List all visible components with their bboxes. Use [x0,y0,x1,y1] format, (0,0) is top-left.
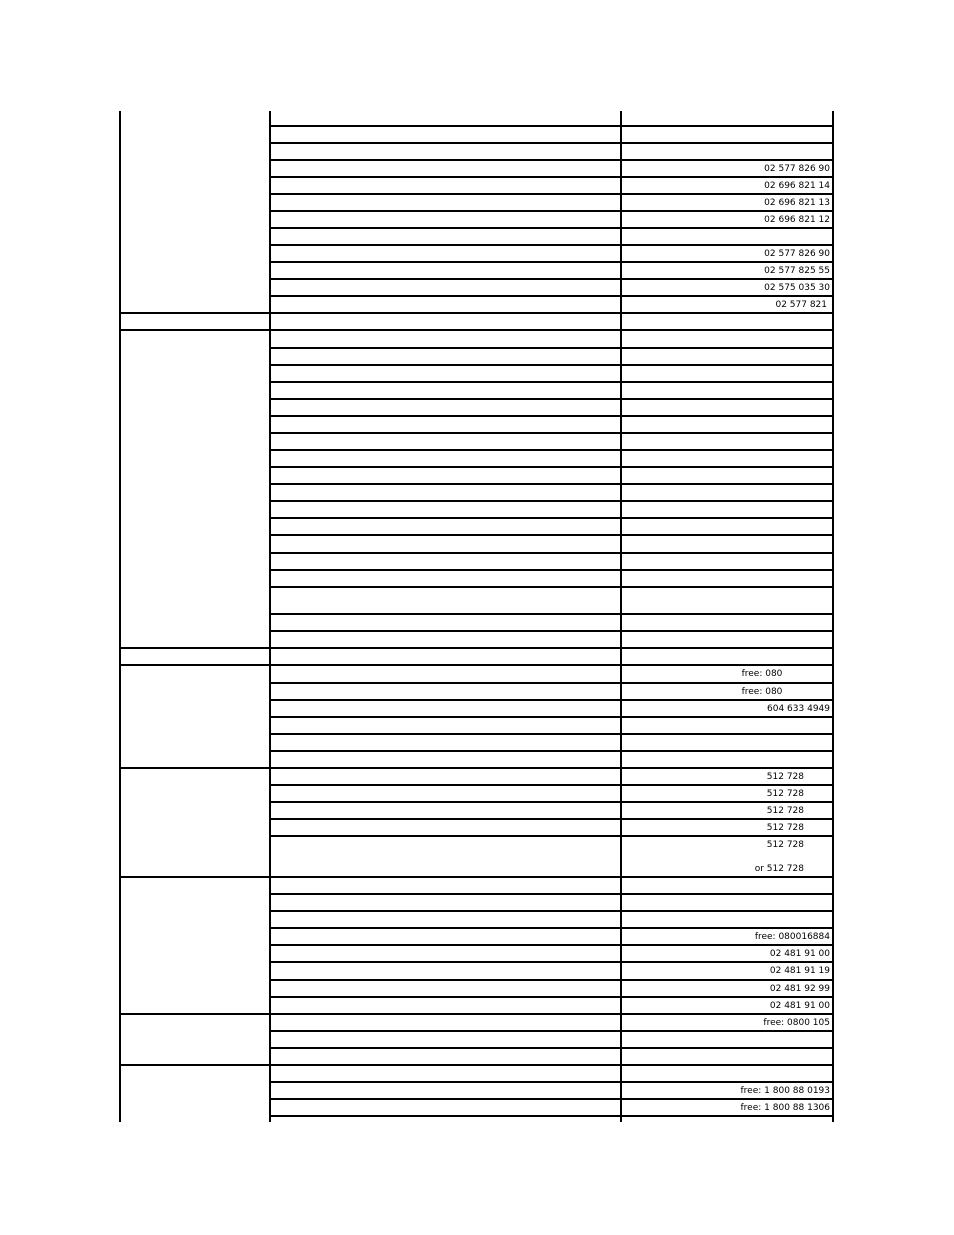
row-border [269,630,834,632]
phone-number: 512 728 [766,840,804,850]
phone-number: 02 481 91 19 [769,966,830,976]
phone-number: free: 1 800 88 0193 [740,1086,830,1096]
phone-number: free: 080 [741,687,783,697]
phone-number: 512 728 [766,823,804,833]
row-border [269,927,834,929]
row-border [269,517,834,519]
phone-number: 604 633 4949 [767,704,830,714]
row-border [269,784,834,786]
row-border [269,500,834,502]
row-border [269,142,834,144]
row-border [269,996,834,998]
row-border [269,944,834,946]
phone-number: 512 728 [766,789,804,799]
row-border [269,432,834,434]
group-border [119,312,834,314]
row-border [269,534,834,536]
phone-number: free: 080016884 [754,932,830,942]
row-border [269,818,834,820]
row-border [269,261,834,263]
row-border [269,193,834,195]
row-border [269,1098,834,1100]
row-border [269,125,834,127]
phone-number: 02 577 821 [775,300,827,310]
row-border [269,415,834,417]
row-border [269,364,834,366]
row-border [269,347,834,349]
row-border [269,449,834,451]
group-border [119,329,834,331]
row-border [269,381,834,383]
phone-number: 02 696 821 14 [764,181,830,191]
row-border [269,176,834,178]
row-border [269,295,834,297]
row-border [269,835,834,837]
phone-number: 02 577 826 90 [764,249,830,259]
row-border [269,210,834,212]
row-border [269,398,834,400]
phone-number: 02 481 91 00 [769,949,830,959]
phone-number: 02 577 826 90 [764,164,830,174]
row-border [269,733,834,735]
group-border [119,1064,834,1066]
row-border [269,227,834,229]
row-border [269,569,834,571]
phone-number: free: 1 800 88 1306 [740,1103,830,1113]
row-border [269,801,834,803]
phone-number: 02 696 821 13 [764,198,830,208]
row-border [269,893,834,895]
row-border [269,466,834,468]
row-border [269,682,834,684]
row-border [269,1030,834,1032]
col-border-left [119,111,121,1122]
group-border [119,767,834,769]
group-border [119,1013,834,1015]
phone-number: free: 080 [741,669,783,679]
row-border [269,716,834,718]
row-border [269,483,834,485]
phone-number: free: 0800 105 [763,1018,830,1028]
row-border [269,1047,834,1049]
row-border [269,961,834,963]
row-border [269,750,834,752]
row-border [269,244,834,246]
phone-number: 512 728 [766,806,804,816]
row-border [269,979,834,981]
row-border [269,1081,834,1083]
row-border [269,1115,834,1117]
phone-number: 02 481 91 00 [769,1001,830,1011]
row-border [269,613,834,615]
group-border [119,664,834,666]
phone-number: 02 481 92 99 [769,984,830,994]
group-border [119,876,834,878]
row-border [269,278,834,280]
row-border [269,910,834,912]
row-border [269,586,834,588]
row-border [269,699,834,701]
phone-number: 02 577 825 55 [764,266,830,276]
phone-number: or 512 728 [754,864,804,874]
phone-number: 512 728 [766,772,804,782]
group-border [119,647,834,649]
phone-number: 02 575 035 30 [764,283,830,293]
row-border [269,159,834,161]
phone-number: 02 696 821 12 [764,215,830,225]
row-border [269,552,834,554]
